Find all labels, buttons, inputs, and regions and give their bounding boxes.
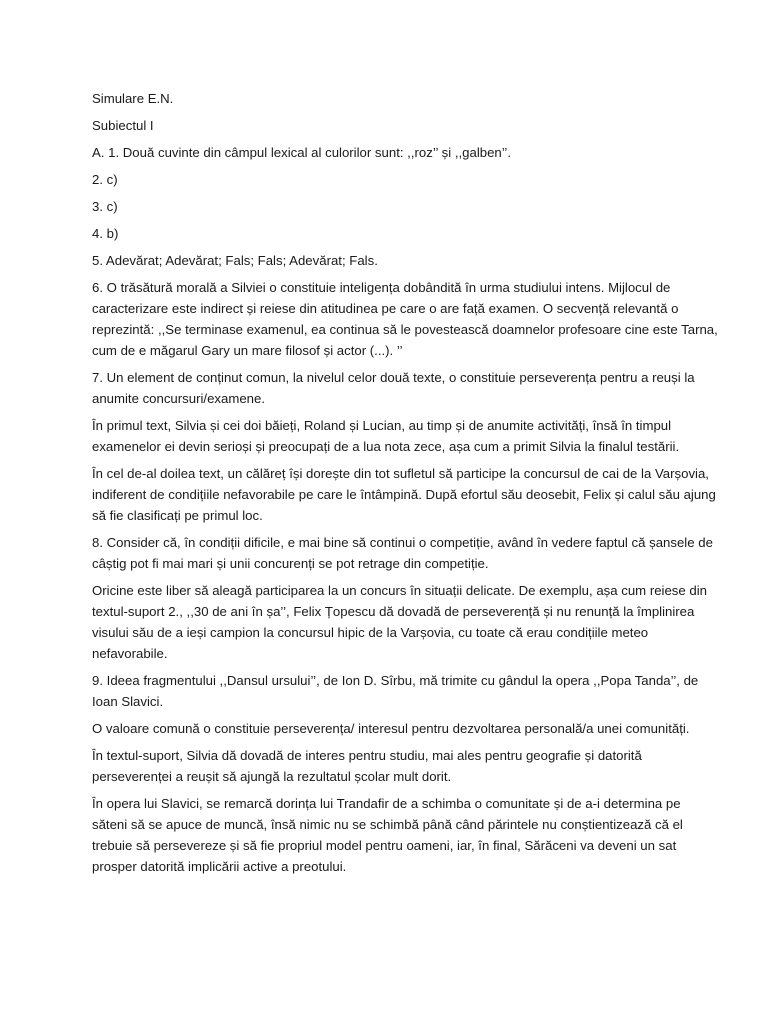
answer-7-paragraph-2: În primul text, Silvia și cei doi băieți, Roland și Lucian, au timp și de anumite activități, însă în timpul examenelor ei devin serioși și preocupați de a lua nota zece, așa cum a primit Silvia la finalul testării. xyxy=(92,418,680,454)
answer-9-paragraph-3: În textul-suport, Silvia dă dovadă de interes pentru studiu, mai ales pentru geografie și datorită perseverenței a reușit să ajungă la rezultatul școlar mult dorit. xyxy=(92,748,642,784)
answer-a1: A. 1. Două cuvinte din câmpul lexical al culorilor sunt: ,,roz’’ și ,,galben’’. xyxy=(92,145,512,160)
answer-8: 8. Consider că, în condiții dificile, e mai bine să continui o competiție, având în vedere faptul că șansele de câștig pot fi mai mari și unii concurenți se pot retrage din competiție. xyxy=(92,535,713,571)
answer-9-paragraph-4: În opera lui Slavici, se remarcă dorința lui Trandafir de a schimba o comunitate și de a-i determina pe săteni să se apuce de muncă, însă nimic nu se schimbă până când părintele nu conștientizează că el trebuie să persevereze și să fie propriul model pentru oameni, iar, în final, Sărăceni va deveni un sat prosper datorită implicării active a preotului. xyxy=(92,796,683,874)
answer-6: 6. O trăsătură morală a Silviei o constituie inteligența dobândită în urma studiului intens. Mijlocul de caracterizare este indirect și reiese din atitudinea pe care o are față examen. O secvență relevantă o reprezintă: ,,Se terminase examenul, ea continua să le povestească doamnelor profesoare cine este Tarna, cum de e măgarul Gary un mare filosof și actor (...). ’’ xyxy=(92,280,718,358)
section-heading: Subiectul I xyxy=(92,118,154,133)
answer-9-paragraph-2: O valoare comună o constituie perseverența/ interesul pentru dezvoltarea personală/a unei comunități. xyxy=(92,721,690,736)
answer-2: 2. c) xyxy=(92,172,118,187)
answer-9: 9. Ideea fragmentului ,,Dansul ursului’’, de Ion D. Sîrbu, mă trimite cu gândul la opera ,,Popa Tanda’’, de Ioan Slavici. xyxy=(92,673,699,709)
answer-7: 7. Un element de conținut comun, la nivelul celor două texte, o constituie perseverența pentru a reuși la anumite concursuri/examene. xyxy=(92,370,695,406)
answer-3: 3. c) xyxy=(92,199,118,214)
answer-4: 4. b) xyxy=(92,226,119,241)
document-title: Simulare E.N. xyxy=(92,91,174,106)
answer-5: 5. Adevărat; Adevărat; Fals; Fals; Adevărat; Fals. xyxy=(92,253,378,268)
answer-7-paragraph-3: În cel de-al doilea text, un călăreț își dorește din tot sufletul să participe la concursul de cai de la Varșovia, indiferent de condițiile nefavorabile pe care le întâmpină. După efortul său deosebit, Felix și calul său ajung să fie clasificați pe primul loc. xyxy=(92,466,716,523)
answer-8-paragraph-2: Oricine este liber să aleagă participarea la un concurs în situații delicate. De exemplu, așa cum reiese din textul-suport 2., ,,30 de ani în șa’’, Felix Țopescu dă dovadă de perseverență și nu renunță la împlinirea visului său de a ieși campion la concursul hipic de la Varșovia, cu toate că erau condițiile meteo nefavorabile. xyxy=(92,583,708,661)
